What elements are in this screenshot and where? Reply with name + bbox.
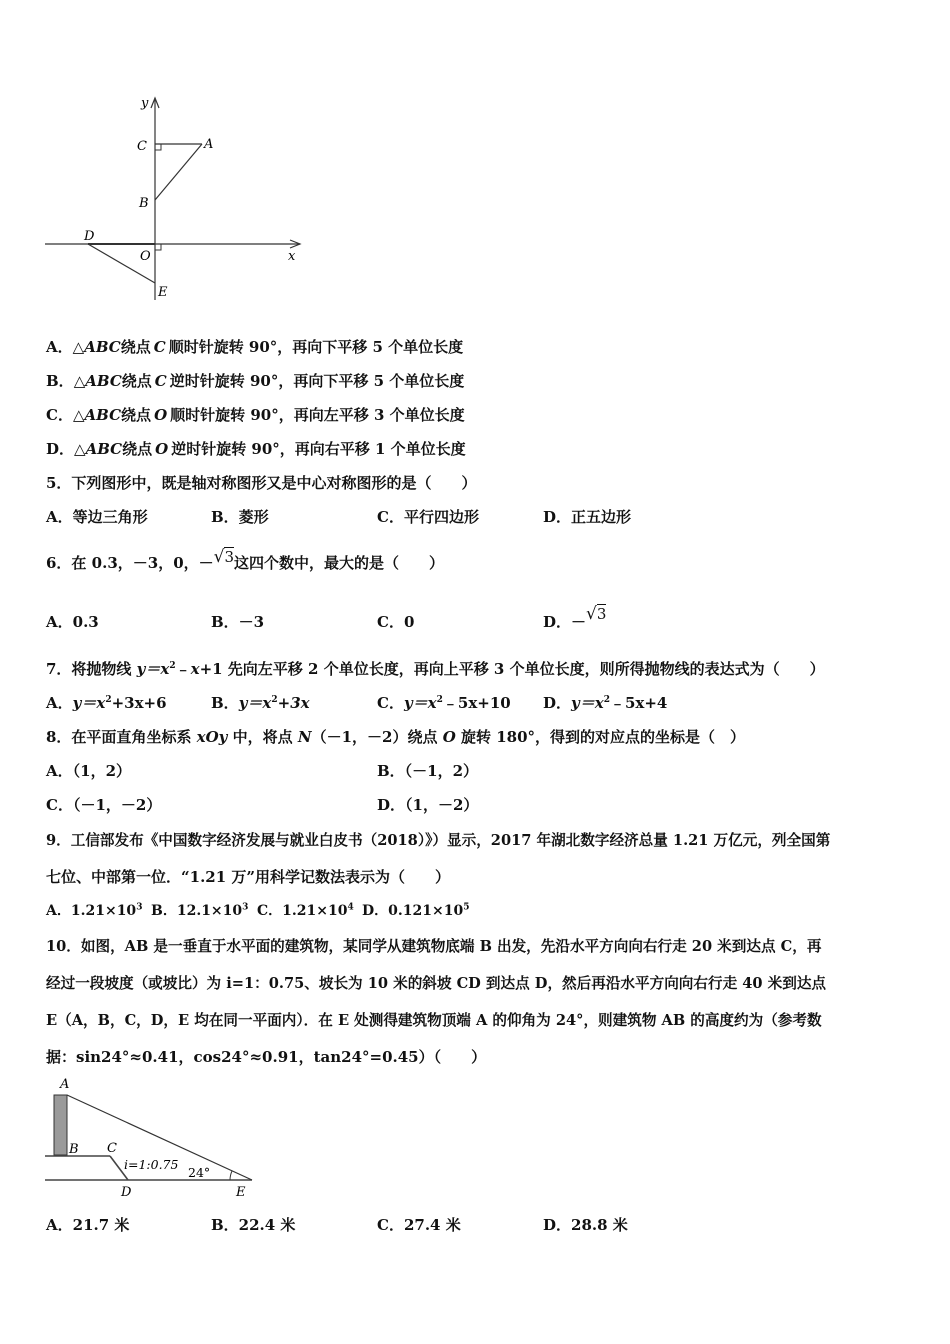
q10-line-4: 据：sin24°≈0.41，cos24°≈0.91，tan24°=0.45）（ ）	[46, 1048, 487, 1066]
q7-option-b[interactable]: B．$y=x^2+3x$	[211, 694, 310, 712]
q6-option-b[interactable]: B．－3	[211, 613, 265, 631]
q10-option-c[interactable]: C．27.4 米	[377, 1216, 461, 1234]
label-e: E	[158, 285, 168, 300]
q10-option-b[interactable]: B．22.4 米	[211, 1216, 296, 1234]
fig2-label-d: D	[121, 1185, 132, 1200]
q7-stem: 7．将抛物线 $y=x^2﹣x+1$ 先向左平移 2 个单位长度，再向上平移 3 个单位长度，则所得抛物线的表达式为（ ）	[46, 660, 825, 678]
q8-option-b[interactable]: B．（－1，2）	[377, 762, 479, 780]
q10-line-3: E（A，B，C，D，E 均在同一平面内）．在 E 处测得建筑物顶端 A 的仰角为 24°，则建筑物 AB 的高度约为（参考数	[46, 1012, 822, 1029]
q10-option-d[interactable]: D．28.8 米	[543, 1216, 628, 1234]
q9-option-d[interactable]: D．$0.121\times 10^5$	[362, 902, 470, 919]
q5-option-a[interactable]: A．等边三角形	[46, 508, 148, 526]
q7-option-c[interactable]: C．$y=x^2﹣5x+10$	[377, 694, 511, 712]
sqrt-radicand: 3	[596, 605, 607, 623]
building-ab	[54, 1095, 67, 1155]
q9-option-c[interactable]: C．$1.21\times 10^4$	[257, 902, 354, 919]
q6-stem: 6．在 0.3，－3，0，－√3这四个数中，最大的是（ ）	[46, 547, 445, 572]
fig2-label-b: B	[69, 1142, 79, 1157]
fig2-label-a: A	[60, 1077, 70, 1092]
q6-option-c[interactable]: C．0	[377, 613, 415, 631]
q5-option-c[interactable]: C．平行四边形	[377, 508, 479, 526]
sqrt-radicand: 3	[224, 548, 235, 566]
q8-option-c[interactable]: C．（－1，－2）	[46, 796, 162, 814]
angle-arc	[230, 1171, 232, 1180]
q9-line-2: 七位、中部第一位．“1.21 万”用科学记数法表示为（ ）	[46, 868, 451, 886]
q9-line-1: 9．工信部发布《中国数字经济发展与就业白皮书（2018）》）显示，2017 年湖北数字经济总量 1.21 万亿元，列全国第	[46, 832, 831, 849]
q5-option-d[interactable]: D．正五边形	[543, 508, 632, 526]
q10-line-2: 经过一段坡度（或坡比）为 i=1：0.75、坡长为 10 米的斜坡 CD 到达点 D，然后再沿水平方向向右行走 40 米到达点	[46, 975, 827, 992]
label-o: O	[140, 249, 151, 264]
slope-figure	[40, 1070, 265, 1205]
sqrt-sign: √	[213, 547, 225, 567]
q9-option-b[interactable]: B．$12.1\times 10^3$	[151, 902, 249, 919]
label-y: y	[141, 96, 149, 111]
q4-option-a[interactable]: A．△ABC绕点 C 顺时针旋转 90°，再向下平移 5 个单位长度	[46, 338, 464, 356]
q7-option-a[interactable]: A．$y=x^2+3x+6$	[46, 694, 167, 712]
q4-option-b[interactable]: B．△ABC绕点 C 逆时针旋转 90°，再向下平移 5 个单位长度	[46, 372, 465, 390]
q4-option-c[interactable]: C．△ABC绕点 O 顺时针旋转 90°，再向左平移 3 个单位长度	[46, 406, 465, 424]
q7-option-d[interactable]: D．$y=x^2﹣5x+4$	[543, 694, 668, 712]
q4-option-d[interactable]: D．△ABC绕点 O 逆时针旋转 90°，再向右平移 1 个单位长度	[46, 440, 466, 458]
label-b: B	[139, 196, 149, 211]
right-angle-c	[155, 144, 161, 150]
coordinate-figure	[40, 90, 310, 310]
q8-option-a[interactable]: A．（1，2）	[46, 762, 132, 780]
label-c: C	[137, 139, 147, 154]
label-a: A	[204, 137, 214, 152]
segment-ab	[155, 144, 202, 200]
q6-option-d[interactable]: D．－√3	[543, 604, 607, 631]
q9-option-a[interactable]: A．$1.21\times 10^3$	[46, 902, 143, 919]
label-x: x	[288, 249, 296, 264]
q5-stem: 5．下列图形中，既是轴对称图形又是中心对称图形的是（ ）	[46, 474, 477, 492]
q6-option-a[interactable]: A．0.3	[46, 613, 99, 631]
fig2-label-c: C	[107, 1141, 117, 1156]
label-d: D	[84, 229, 95, 244]
q5-option-b[interactable]: B．菱形	[211, 508, 269, 526]
fig2-label-e: E	[236, 1185, 246, 1200]
q8-option-d[interactable]: D．（1，－2）	[377, 796, 479, 814]
q10-line-1: 10．如图，AB 是一垂直于水平面的建筑物，某同学从建筑物底端 B 出发，先沿水平方向向右行走 20 米到达点 C，再	[46, 938, 822, 955]
right-angle-o	[155, 244, 161, 250]
q10-option-a[interactable]: A．21.7 米	[46, 1216, 130, 1234]
sqrt-sign: √	[586, 604, 597, 624]
q8-stem: 8．在平面直角坐标系 xOy 中，将点 N（－1，－2）绕点 O 旋转 180°，得到的对应点的坐标是（ ）	[46, 728, 746, 746]
fig2-slope-label: i=1:0.75	[124, 1157, 179, 1172]
fig2-angle-label: 24°	[188, 1165, 211, 1180]
